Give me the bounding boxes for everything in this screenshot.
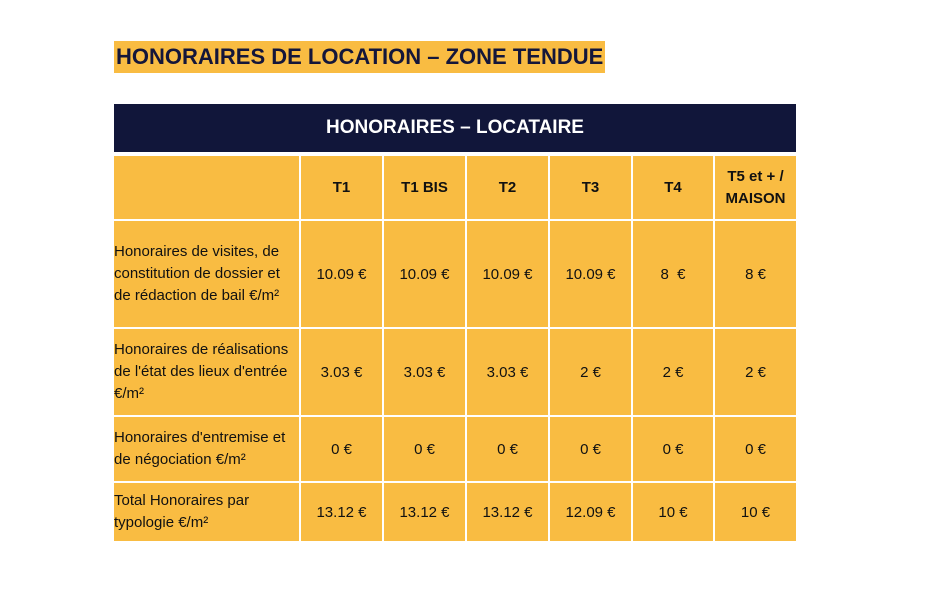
- table-cell: 0 €: [714, 416, 796, 482]
- table-cell: 13.12 €: [383, 482, 466, 542]
- table-cell: 10.09 €: [383, 220, 466, 328]
- table-cell: 0 €: [466, 416, 549, 482]
- table-cell: 2 €: [714, 328, 796, 416]
- column-header-t1-bis: T1 BIS: [383, 154, 466, 220]
- table-cell: 3.03 €: [466, 328, 549, 416]
- column-header-t1: T1: [300, 154, 383, 220]
- table-cell: 10.09 €: [466, 220, 549, 328]
- row-label: Honoraires de visites, de constitution de dossier et de rédaction de bail €/m²: [114, 220, 300, 328]
- table-row: [114, 328, 796, 416]
- table-cell: 13.12 €: [300, 482, 383, 542]
- table-cell: 2 €: [632, 328, 714, 416]
- table-cell: 0 €: [549, 416, 632, 482]
- table-cell: 8 €: [714, 220, 796, 328]
- row-label: Total Honoraires par typologie €/m²: [114, 482, 300, 542]
- page-title: HONORAIRES DE LOCATION – ZONE TENDUE: [114, 41, 605, 73]
- row-label: Honoraires de réalisations de l'état des lieux d'entrée €/m²: [114, 328, 300, 416]
- table-cell: 3.03 €: [383, 328, 466, 416]
- table-cell: 0 €: [383, 416, 466, 482]
- row-label: Honoraires d'entremise et de négociation €/m²: [114, 416, 300, 482]
- column-header-t2: T2: [466, 154, 549, 220]
- table-cell: 0 €: [632, 416, 714, 482]
- table-cell: 10.09 €: [300, 220, 383, 328]
- table-row-total: [114, 482, 796, 542]
- table-cell: 10 €: [632, 482, 714, 542]
- table-cell: 8 €: [632, 220, 714, 328]
- table-cell: 12.09 €: [549, 482, 632, 542]
- table-banner: HONORAIRES – LOCATAIRE: [114, 104, 796, 154]
- table-cell: 0 €: [300, 416, 383, 482]
- column-header-t3: T3: [549, 154, 632, 220]
- header-empty-cell: [114, 154, 300, 220]
- table-cell: 3.03 €: [300, 328, 383, 416]
- table-cell: 10 €: [714, 482, 796, 542]
- table-banner-row: [114, 104, 796, 154]
- table-row: [114, 416, 796, 482]
- table-row: [114, 220, 796, 328]
- column-header-t4: T4: [632, 154, 714, 220]
- table-cell: 10.09 €: [549, 220, 632, 328]
- table-cell: 2 €: [549, 328, 632, 416]
- table-header-row: [114, 154, 796, 220]
- fees-table: [114, 104, 796, 543]
- table-cell: 13.12 €: [466, 482, 549, 542]
- column-header-t5-maison: T5 et + / MAISON: [714, 154, 796, 220]
